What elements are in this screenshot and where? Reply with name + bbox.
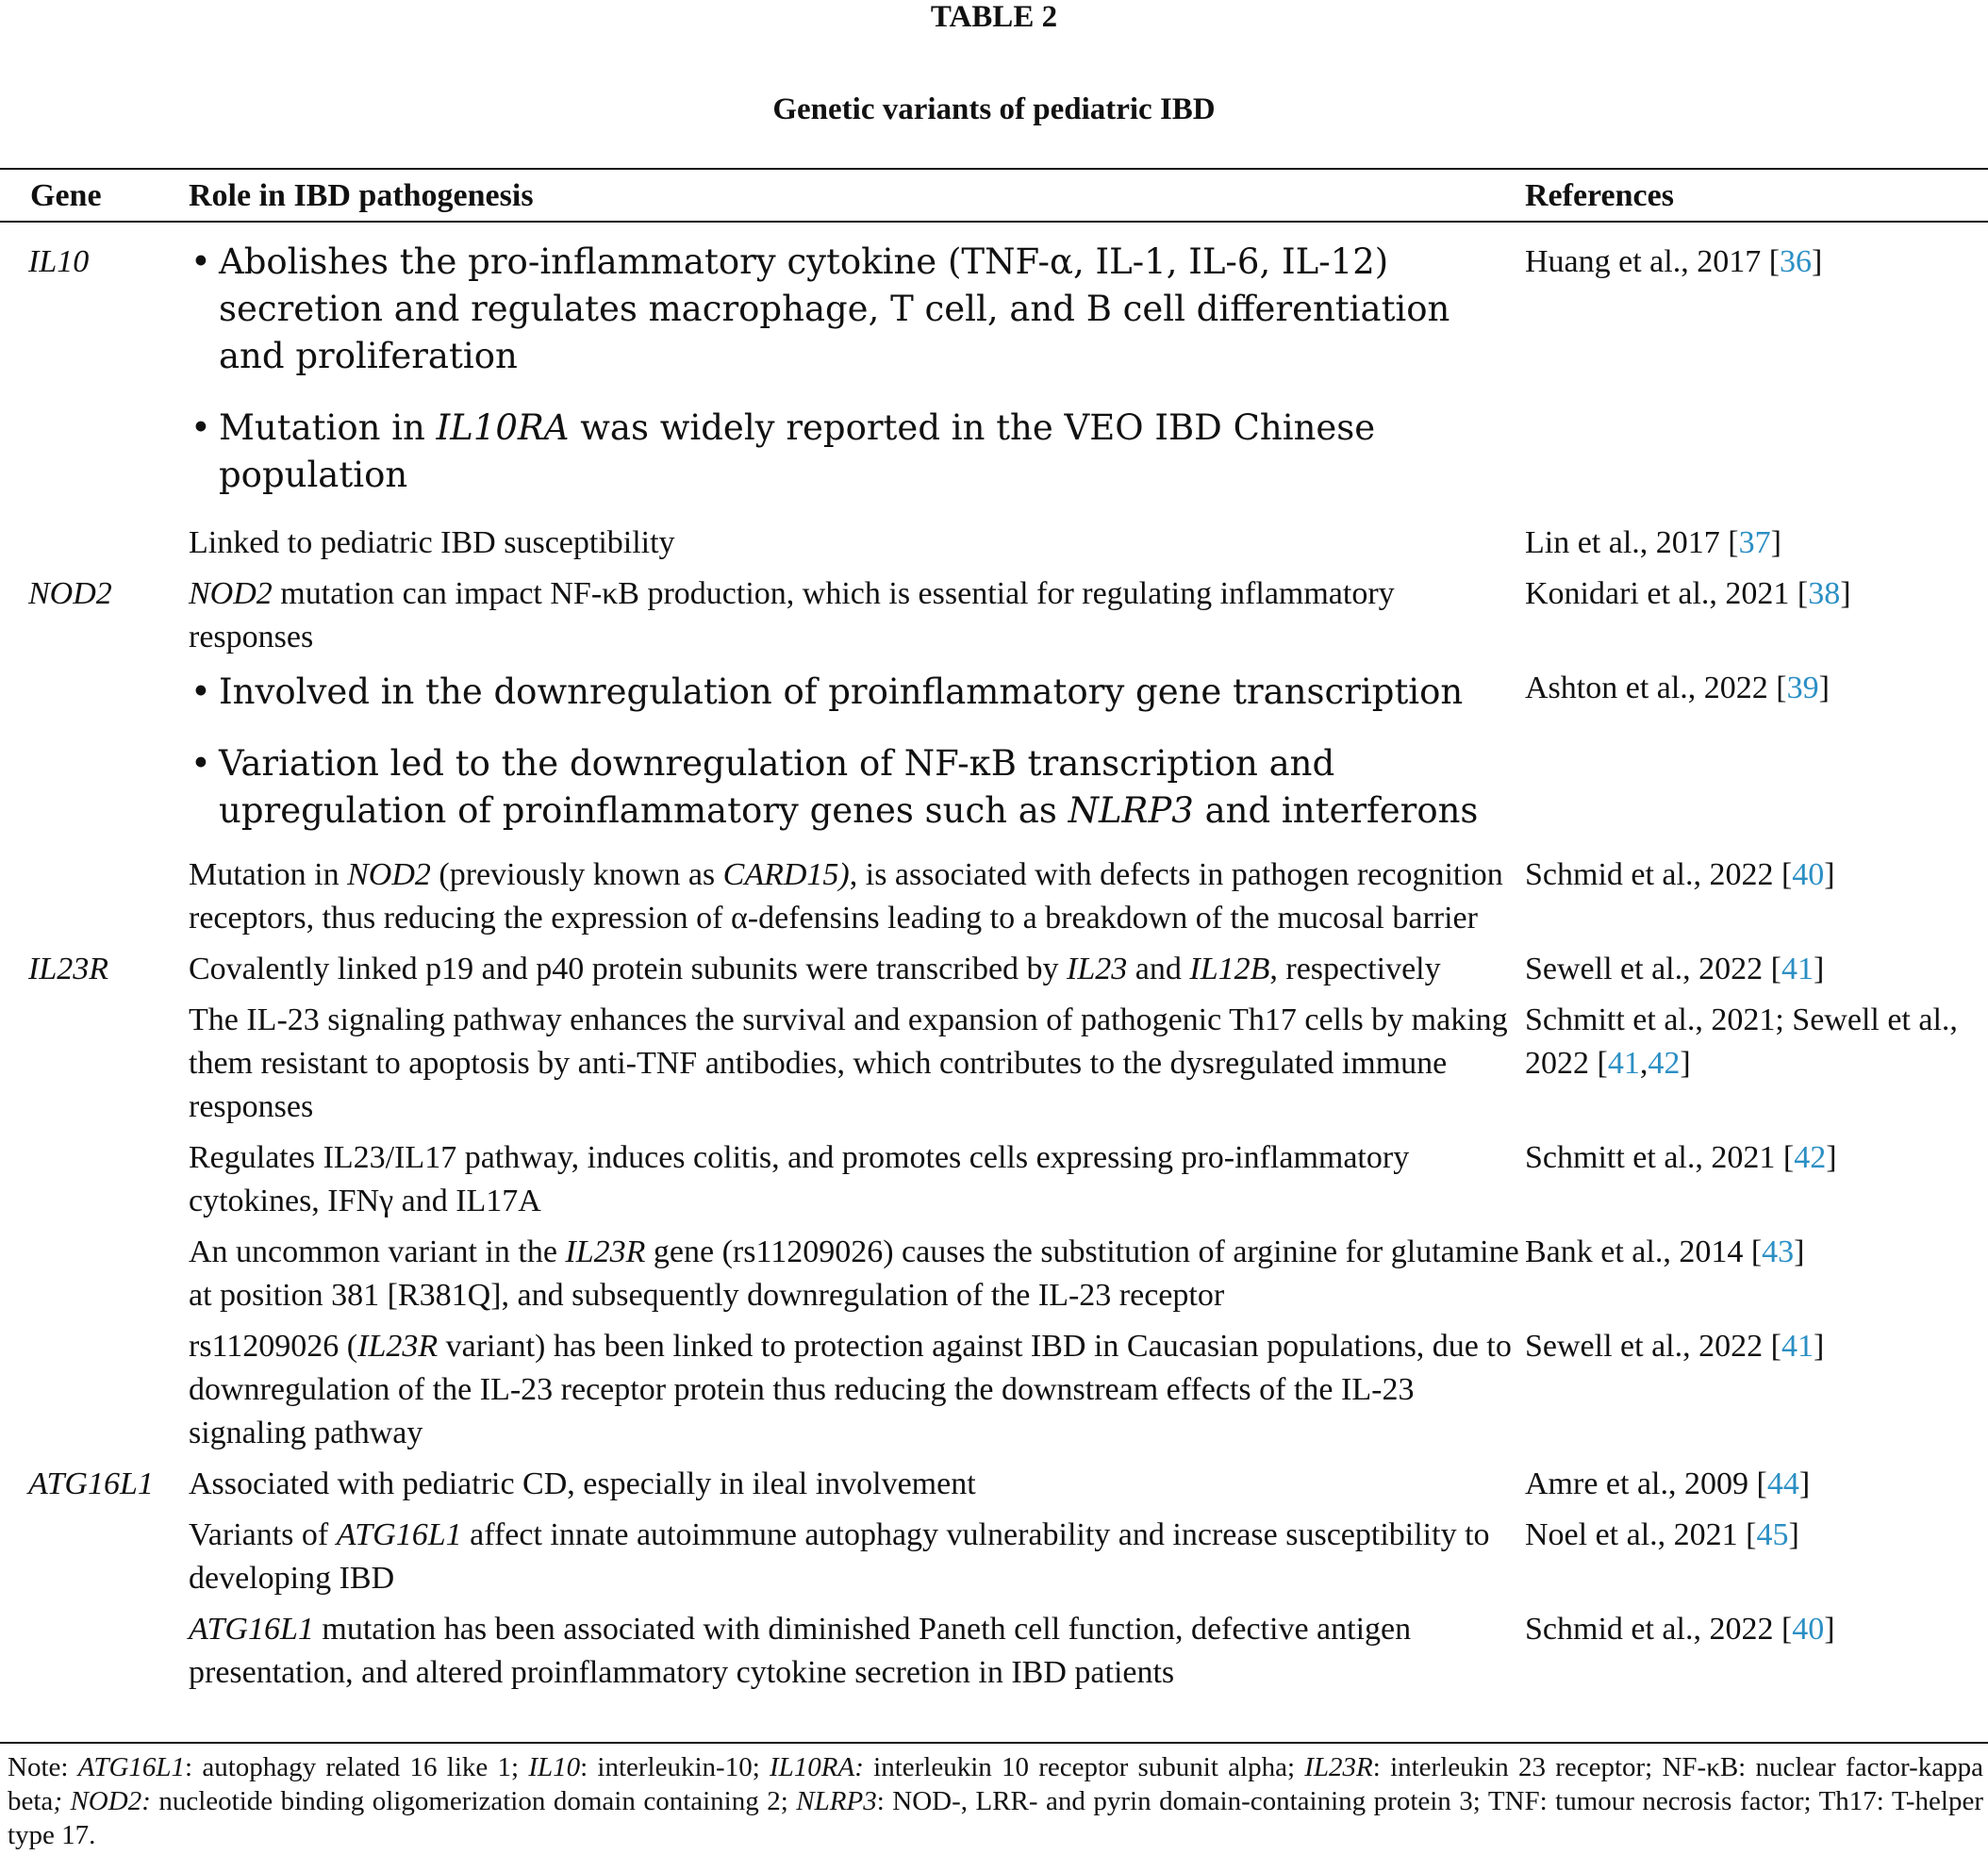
table-footnote: Note: ATG16L1: autophagy related 16 like 1; IL10: interleukin-10; IL10RA: interleukin 10 receptor subunit alpha; IL23R: interleukin 23 receptor; NF-κB: nuclear factor-kappa beta; NOD2: nucleotide binding oligomerization domain containing 2; NLRP3: NOD-, LRR- and pyrin domain-containing protein 3; TNF: tumour necrosis factor; Th17: T-helper type 17. (8, 1752, 1983, 1850)
citation-link[interactable]: 39 (1786, 671, 1819, 705)
gene-cell (0, 1133, 189, 1227)
reference-cell: Schmid et al., 2022 [40] (1525, 1612, 1835, 1647)
table-title: Genetic variants of pediatric IBD (772, 92, 1216, 126)
bullet-item: • Variation led to the downregulation of NF-κB transcription and upregulation of proinflammatory genes such as NLRP3 and interferons (189, 740, 1525, 835)
column-header-role: Role in IBD pathogenesis (189, 178, 534, 213)
gene-cell: NOD2 (28, 576, 112, 611)
citation-link[interactable]: 44 (1766, 1466, 1799, 1501)
table-row (0, 1227, 1988, 1321)
bullet-list (189, 669, 1525, 835)
table-row (0, 663, 1988, 850)
gene-cell (0, 1604, 189, 1698)
bullet-item: • Abolishes the pro-inflammatory cytokine (TNF-α, IL-1, IL-6, IL-12) secretion and regulates macrophage, T cell, and B cell differentiation and proliferation (189, 239, 1525, 380)
reference-cell: Sewell et al., 2022 [41] (1525, 1329, 1825, 1364)
top-rule (0, 168, 1988, 170)
table-row (0, 569, 1988, 663)
citation-link[interactable]: 45 (1756, 1517, 1789, 1552)
reference-cell: Schmitt et al., 2021; Sewell et al., 2022 [41,42] (1525, 1002, 1958, 1081)
citation-link[interactable]: 42 (1794, 1140, 1827, 1175)
column-header-references: References (1525, 178, 1674, 213)
table-label: TABLE 2 (930, 0, 1058, 34)
role-cell: rs11209026 (IL23R variant) has been linked to protection against IBD in Caucasian populations, due to downregulation of the IL-23 receptor protein thus reducing the downstream effects of the IL-23 signaling pathway (189, 1329, 1512, 1450)
reference-cell: Noel et al., 2021 [45] (1525, 1517, 1799, 1552)
role-cell (189, 222, 1525, 518)
citation-link[interactable]: 41 (1781, 952, 1814, 986)
table-row (0, 944, 1988, 995)
reference-cell: Bank et al., 2014 [43] (1525, 1234, 1805, 1269)
role-cell: ATG16L1 mutation has been associated with diminished Paneth cell function, defective antigen presentation, and altered proinflammatory cytokine secretion in IBD patients (189, 1612, 1412, 1690)
reference-cell: Lin et al., 2017 [37] (1525, 525, 1781, 560)
reference-cell: Schmitt et al., 2021 [42] (1525, 1140, 1837, 1175)
table-row (0, 1510, 1988, 1604)
gene-cell (0, 1321, 189, 1459)
reference-cell: Huang et al., 2017 [36] (1525, 244, 1823, 279)
role-cell: NOD2 mutation can impact NF-κB production, which is essential for regulating inflammatory responses (189, 576, 1395, 654)
table-row (0, 850, 1988, 944)
citation-link[interactable]: 41 (1607, 1046, 1640, 1081)
reference-cell: Ashton et al., 2022 [39] (1525, 671, 1830, 705)
reference-cell: Amre et al., 2009 [44] (1525, 1466, 1811, 1501)
citation-link[interactable]: 43 (1762, 1234, 1795, 1269)
gene-cell: IL10 (28, 244, 90, 279)
column-header-gene: Gene (30, 178, 102, 213)
citation-link[interactable]: 41 (1781, 1329, 1814, 1364)
table-row (0, 222, 1988, 518)
role-cell: Variants of ATG16L1 affect innate autoimmune autophagy vulnerability and increase susceptibility to developing IBD (189, 1517, 1490, 1596)
gene-cell (0, 1510, 189, 1604)
citation-link[interactable]: 36 (1780, 244, 1813, 279)
role-cell: Associated with pediatric CD, especially in ileal involvement (189, 1466, 976, 1501)
table-row (0, 518, 1988, 569)
gene-cell (0, 850, 189, 944)
citation-link[interactable]: 38 (1808, 576, 1841, 611)
table-row (0, 1459, 1988, 1510)
table-row (0, 1133, 1988, 1227)
table-header-row (0, 171, 1988, 222)
reference-cell: Schmid et al., 2022 [40] (1525, 857, 1835, 892)
gene-cell: IL23R (28, 952, 108, 986)
role-cell: Mutation in NOD2 (previously known as CARD15), is associated with defects in pathogen recognition receptors, thus reducing the expression of α-defensins leading to a breakdown of the mucosal barrier (189, 857, 1503, 936)
reference-cell: Konidari et al., 2021 [38] (1525, 576, 1851, 611)
role-cell (189, 663, 1525, 850)
citation-link[interactable]: 40 (1792, 857, 1825, 892)
role-cell: An uncommon variant in the IL23R gene (rs11209026) causes the substitution of arginine for glutamine at position 381 [R381Q], and subsequently downregulation of the IL-23 receptor (189, 1234, 1519, 1313)
gene-cell (0, 995, 189, 1133)
citation-link[interactable]: 42 (1648, 1046, 1681, 1081)
citation-link[interactable]: 40 (1792, 1612, 1825, 1647)
reference-cell: Sewell et al., 2022 [41] (1525, 952, 1825, 986)
genetic-variants-table (0, 171, 1988, 1698)
bullet-item: • Mutation in IL10RA was widely reported in the VEO IBD Chinese population (189, 405, 1525, 499)
role-cell: The IL-23 signaling pathway enhances the survival and expansion of pathogenic Th17 cells by making them resistant to apoptosis by anti-TNF antibodies, which contributes to the dysregulated immune responses (189, 1002, 1508, 1124)
role-cell: Linked to pediatric IBD susceptibility (189, 525, 675, 560)
gene-cell (0, 663, 189, 850)
bullet-item: • Involved in the downregulation of proinflammatory gene transcription (189, 669, 1525, 716)
gene-cell (0, 518, 189, 569)
table-row (0, 1604, 1988, 1698)
table-row (0, 1321, 1988, 1459)
role-cell: Regulates IL23/IL17 pathway, induces colitis, and promotes cells expressing pro-inflammatory cytokines, IFNγ and IL17A (189, 1140, 1410, 1218)
role-cell: Covalently linked p19 and p40 protein subunits were transcribed by IL23 and IL12B, respectively (189, 952, 1441, 986)
gene-cell: ATG16L1 (28, 1466, 154, 1501)
citation-link[interactable]: 37 (1738, 525, 1771, 560)
bottom-rule (0, 1742, 1988, 1744)
bullet-list (189, 239, 1525, 499)
gene-cell (0, 1227, 189, 1321)
table-row (0, 995, 1988, 1133)
